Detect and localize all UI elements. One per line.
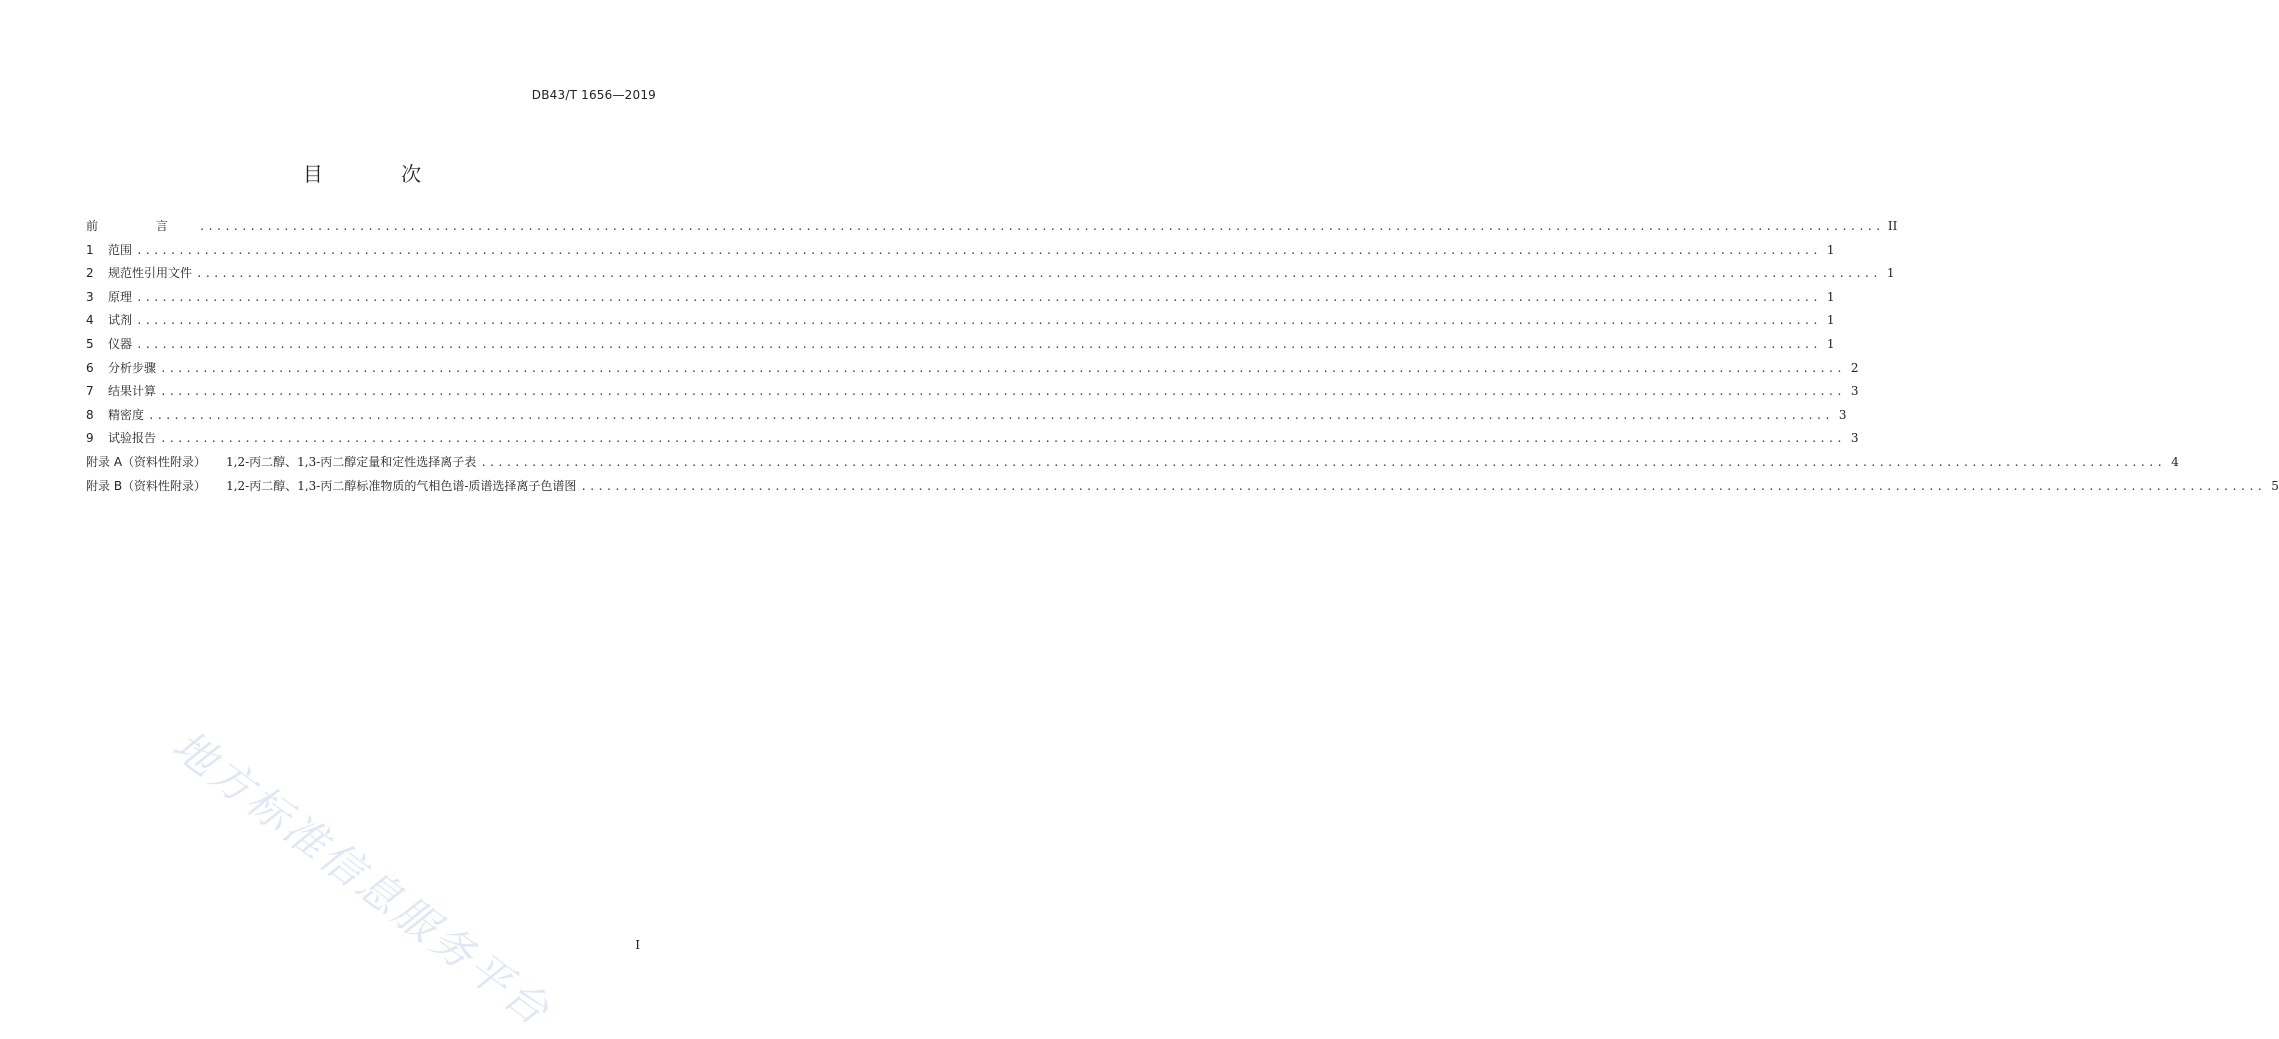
toc-entry-title: 规范性引用文件 — [108, 266, 193, 281]
toc-entry-page: 5 — [2271, 478, 2279, 493]
toc-entry[interactable] — [86, 242, 1835, 266]
toc-entry-title: 分析步骤 — [108, 360, 157, 375]
toc-entry[interactable] — [86, 336, 1835, 360]
toc-entry-page: 1 — [1826, 242, 1835, 257]
toc-entry-number: 1 — [86, 242, 94, 257]
toc-entry-title: 结果计算 — [108, 384, 157, 399]
toc-entry-number: 3 — [86, 289, 94, 304]
toc-leader-dots: ........................................................................................................................................................................................................ — [136, 314, 1821, 328]
toc-leader-dots: ........................................................................................................................................................................................................ — [160, 432, 1845, 446]
toc-entry-number: 附录 B（资料性附录） — [86, 478, 207, 493]
toc-leader-dots: ........................................................................................................................................................................................................ — [136, 243, 1821, 257]
toc-entry-page: 2 — [1850, 360, 1859, 375]
toc-leader-dots: ........................................................................................................................................................................................................ — [136, 337, 1821, 351]
page-title: 目 次 — [302, 162, 458, 186]
toc-entry[interactable] — [86, 360, 1859, 384]
toc-entry[interactable] — [86, 478, 2279, 502]
toc-leader-dots: ........................................................................................................................................................................................................ — [198, 220, 1884, 233]
toc-entry-title: 范围 — [108, 242, 133, 257]
toc-leader-dots: ........................................................................................................................................................................................................ — [136, 290, 1821, 304]
toc-entry-page: 1 — [1826, 289, 1835, 304]
toc-entry-page: 4 — [2171, 454, 2179, 469]
toc-entry[interactable] — [86, 454, 2179, 478]
toc-entry[interactable] — [86, 407, 1847, 431]
toc-entry-page: 3 — [1838, 407, 1847, 422]
toc-entry-number: 7 — [86, 384, 94, 399]
toc-entry[interactable] — [86, 289, 1835, 313]
toc-entry-number: 9 — [86, 431, 94, 446]
toc-entry-page: 3 — [1850, 384, 1859, 399]
toc-entry[interactable] — [86, 312, 1835, 336]
page-number: I — [635, 938, 640, 952]
toc-entry-page: 3 — [1850, 431, 1859, 446]
toc-entry-page: 1 — [1826, 313, 1835, 328]
toc-entry[interactable] — [86, 430, 1859, 454]
toc-entry[interactable] — [86, 265, 1895, 289]
toc-leader-dots: ........................................................................................................................................................................................................ — [148, 408, 1833, 422]
watermark: 地方标准信息服务平台 — [163, 720, 561, 1037]
toc-entry-number: 8 — [86, 407, 94, 422]
toc-entry-page: II — [1887, 219, 1898, 233]
toc-leader-dots: ........................................................................................................................................................................................................ — [160, 385, 1845, 399]
toc-entry-number: 6 — [86, 360, 94, 375]
toc-entry-number: 4 — [86, 313, 94, 328]
toc-leader-dots: ........................................................................................................................................................................................................ — [480, 455, 2165, 469]
toc-entry-title: 试验报告 — [108, 431, 157, 446]
toc-entry-title: 精密度 — [108, 407, 145, 422]
toc-entry[interactable] — [86, 218, 1898, 242]
toc-entry-number: 5 — [86, 336, 94, 351]
toc-entry-title: 1,2-丙二醇、1,3-丙二醇标准物质的气相色谱-质谱选择离子色谱图 — [226, 478, 577, 493]
toc-entry-title: 试剂 — [108, 313, 133, 328]
table-of-contents — [86, 218, 2279, 501]
toc-leader-dots: ........................................................................................................................................................................................................ — [196, 267, 1881, 281]
toc-leader-dots: ........................................................................................................................................................................................................ — [580, 479, 2265, 493]
standard-code: DB43/T 1656—2019 — [531, 88, 656, 102]
toc-entry-title: 前 言 — [86, 219, 195, 233]
toc-entry-number: 2 — [86, 266, 94, 281]
toc-entry-title: 原理 — [108, 289, 133, 304]
toc-entry-number: 附录 A（资料性附录） — [86, 454, 207, 469]
toc-entry[interactable] — [86, 383, 1859, 407]
toc-entry-title: 1,2-丙二醇、1,3-丙二醇定量和定性选择离子表 — [226, 454, 477, 469]
toc-entry-page: 1 — [1886, 266, 1895, 281]
toc-entry-title: 仪器 — [108, 336, 133, 351]
toc-leader-dots: ........................................................................................................................................................................................................ — [160, 361, 1845, 375]
toc-entry-page: 1 — [1826, 336, 1835, 351]
